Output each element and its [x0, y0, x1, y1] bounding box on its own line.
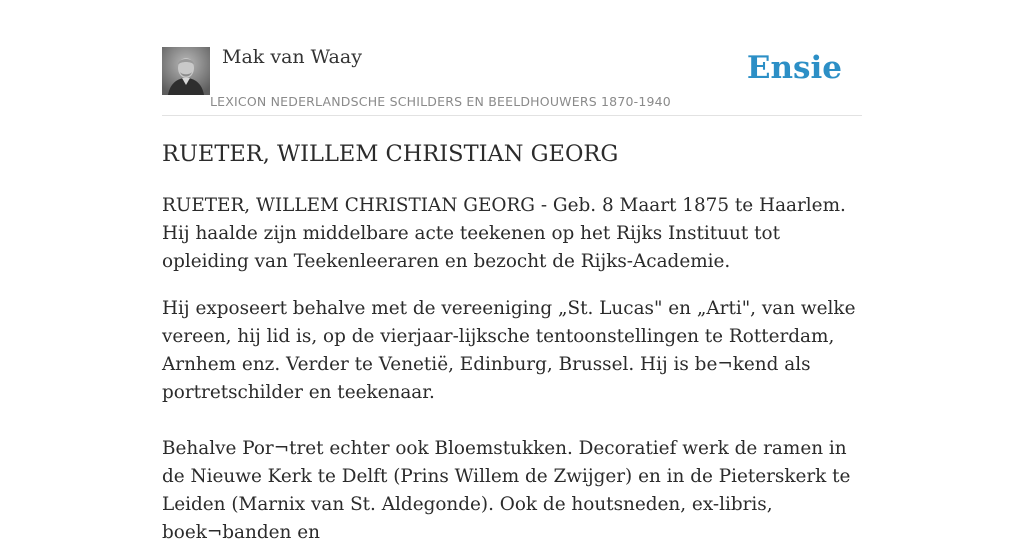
article-paragraph: Behalve Por¬tret echter ook Bloemstukken. Decoratief werk de ramen in de Nieuwe Kerk te Delft (Prins Willem de Zwijger) en in de Pieterskerk te Leiden (Marnix van St. Aldegonde). Ook de houtsneden, ex-libris, boek¬banden en — [162, 438, 851, 543]
ensie-logo[interactable]: Ensie — [746, 50, 842, 86]
author-name[interactable]: Mak van Waay — [222, 46, 362, 68]
article-paragraph: RUETER, WILLEM CHRISTIAN GEORG - Geb. 8 Maart 1875 te Haarlem. Hij haalde zijn middelbare acte teekenen op het Rijks Instituut tot opleiding van Teekenleeraren en bezocht de Rijks-Academie. — [162, 195, 846, 272]
portrait-image — [162, 47, 210, 95]
header — [162, 0, 862, 116]
article-paragraph: Hij exposeert behalve met de vereeniging „St. Lucas" en „Arti", van welke vereen, hij lid is, op de vierjaar-lijksche tentoonstellingen te Rotterdam, Arnhem enz. Verder te Venetië, Edinburg, Brussel. Hij is be¬kend als portretschilder en teekenaar. — [162, 298, 856, 403]
source-title[interactable]: LEXICON NEDERLANDSCHE SCHILDERS EN BEELDHOUWERS 1870-1940 — [210, 94, 671, 109]
author-avatar[interactable] — [162, 47, 210, 95]
article-title: RUETER, WILLEM CHRISTIAN GEORG — [162, 141, 619, 167]
